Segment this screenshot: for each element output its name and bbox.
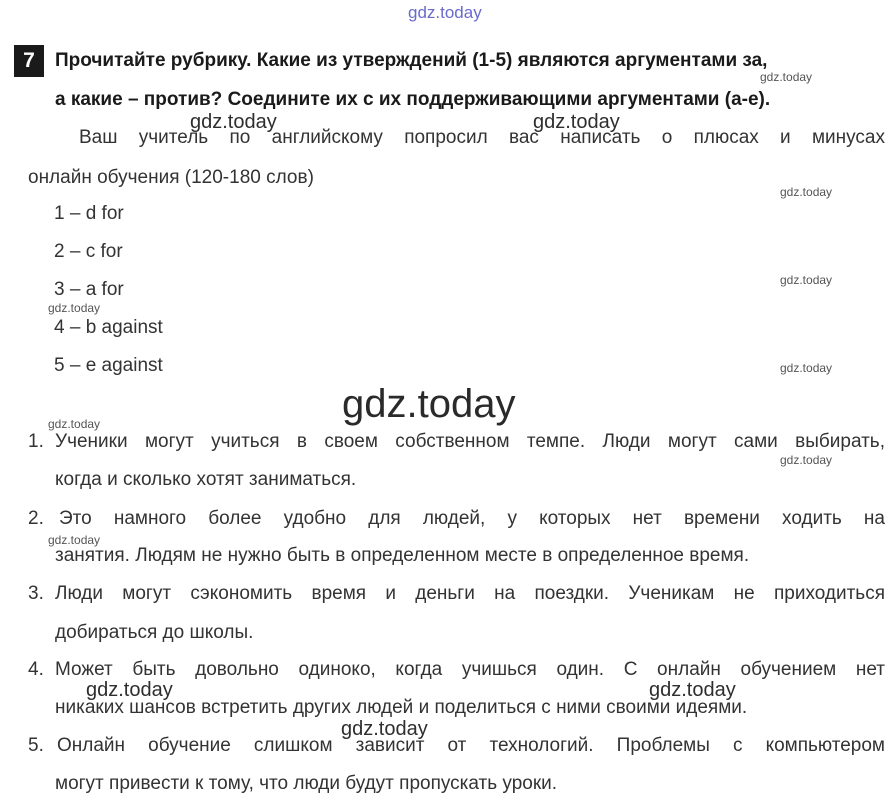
item-1-line-2: когда и сколько хотят заниматься. (55, 469, 357, 490)
item-1-line-1: Ученики могут учиться в своем собственном темпе. Люди могут сами выбирать, (55, 431, 885, 452)
answer-4: 4 – b against (54, 317, 163, 338)
item-2-line-2: занятия. Людям не нужно быть в определенном месте в определенное время. (55, 545, 750, 566)
watermark-small: gdz.today (760, 70, 813, 84)
watermark-small: gdz.today (48, 301, 101, 315)
watermark-small: gdz.today (780, 361, 833, 375)
answer-2: 2 – c for (54, 241, 123, 262)
item-4-number: 4. (28, 659, 44, 680)
watermark-medium: gdz.today (533, 111, 620, 133)
watermark-medium: gdz.today (341, 718, 428, 740)
watermark-medium: gdz.today (190, 111, 277, 133)
item-4-line-1: Может быть довольно одиноко, когда учишься один. С онлайн обучением нет (55, 659, 885, 680)
watermark-small: gdz.today (48, 533, 101, 547)
item-5-number: 5. (28, 735, 44, 756)
watermark-large: gdz.today (342, 382, 516, 426)
item-3-line-1: Люди могут сэкономить время и деньги на поездки. Ученикам не приходиться (55, 583, 885, 604)
answer-1: 1 – d for (54, 203, 124, 224)
item-5-line-2: могут привести к тому, что люди будут пропускать уроки. (55, 773, 558, 794)
item-3-number: 3. (28, 583, 44, 604)
watermark-small: gdz.today (780, 185, 833, 199)
item-4-line-2: никаких шансов встретить других людей и поделиться с ними своими идеями. (55, 697, 748, 718)
task-instruction-line-1: Прочитайте рубрику. Какие из утверждений (1-5) являются аргументами за, (55, 50, 768, 71)
watermark-medium: gdz.today (649, 679, 736, 701)
item-2-line-1: Это намного более удобно для людей, у которых нет времени ходить на (59, 508, 885, 529)
watermark-small: gdz.today (780, 453, 833, 467)
watermark-top: gdz.today (408, 3, 482, 22)
watermark-small: gdz.today (780, 273, 833, 287)
item-1-number: 1. (28, 431, 44, 452)
item-3-line-2: добираться до школы. (55, 622, 254, 643)
intro-line-2: онлайн обучения (120-180 слов) (28, 167, 314, 188)
item-2-number: 2. (28, 508, 44, 529)
watermark-small: gdz.today (48, 417, 101, 431)
task-number-badge: 7 (14, 45, 44, 77)
answer-5: 5 – e against (54, 355, 163, 376)
item-5-line-1: Онлайн обучение слишком зависит от технологий. Проблемы с компьютером (57, 735, 885, 756)
task-instruction-line-2: а какие – против? Соедините их с их поддерживающими аргументами (a-e). (55, 89, 771, 110)
watermark-medium: gdz.today (86, 679, 173, 701)
intro-line-1: Ваш учитель по английскому попросил вас написать о плюсах и минусах (79, 127, 885, 148)
answer-3: 3 – a for (54, 279, 124, 300)
